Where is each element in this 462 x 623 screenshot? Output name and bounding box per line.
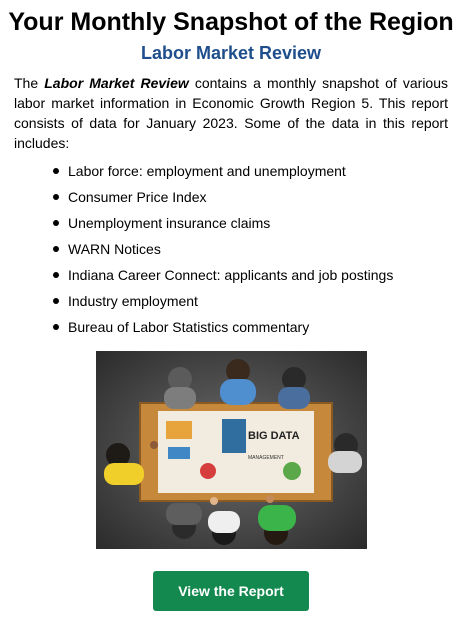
list-item: Indiana Career Connect: applicants and job postings	[68, 265, 462, 291]
intro-text-rest: contains a monthly snapshot of various labor market information in Economic Growth Region 5. This report consists of data for January 2023. Some of the data in this report includes:	[14, 75, 448, 151]
list-item: WARN Notices	[68, 239, 462, 265]
report-name-emphasis: Labor Market Review	[44, 75, 189, 91]
list-item: Labor force: employment and unemployment	[68, 161, 462, 187]
intro-text-start: The	[14, 75, 45, 91]
list-item: Bureau of Labor Statistics commentary	[68, 317, 462, 343]
list-item: Industry employment	[68, 291, 462, 317]
list-item: Consumer Price Index	[68, 187, 462, 213]
intro-paragraph	[14, 73, 448, 153]
report-contents-list	[0, 161, 462, 343]
team-meeting-photo	[96, 351, 367, 549]
page-title: Your Monthly Snapshot of the Region	[8, 8, 454, 36]
board-heading: BIG DATA	[248, 430, 300, 442]
list-item: Unemployment insurance claims	[68, 213, 462, 239]
view-report-button[interactable]: View the Report	[153, 571, 309, 611]
report-subtitle: Labor Market Review	[140, 43, 322, 63]
board-caption: MANAGEMENT	[248, 455, 284, 461]
